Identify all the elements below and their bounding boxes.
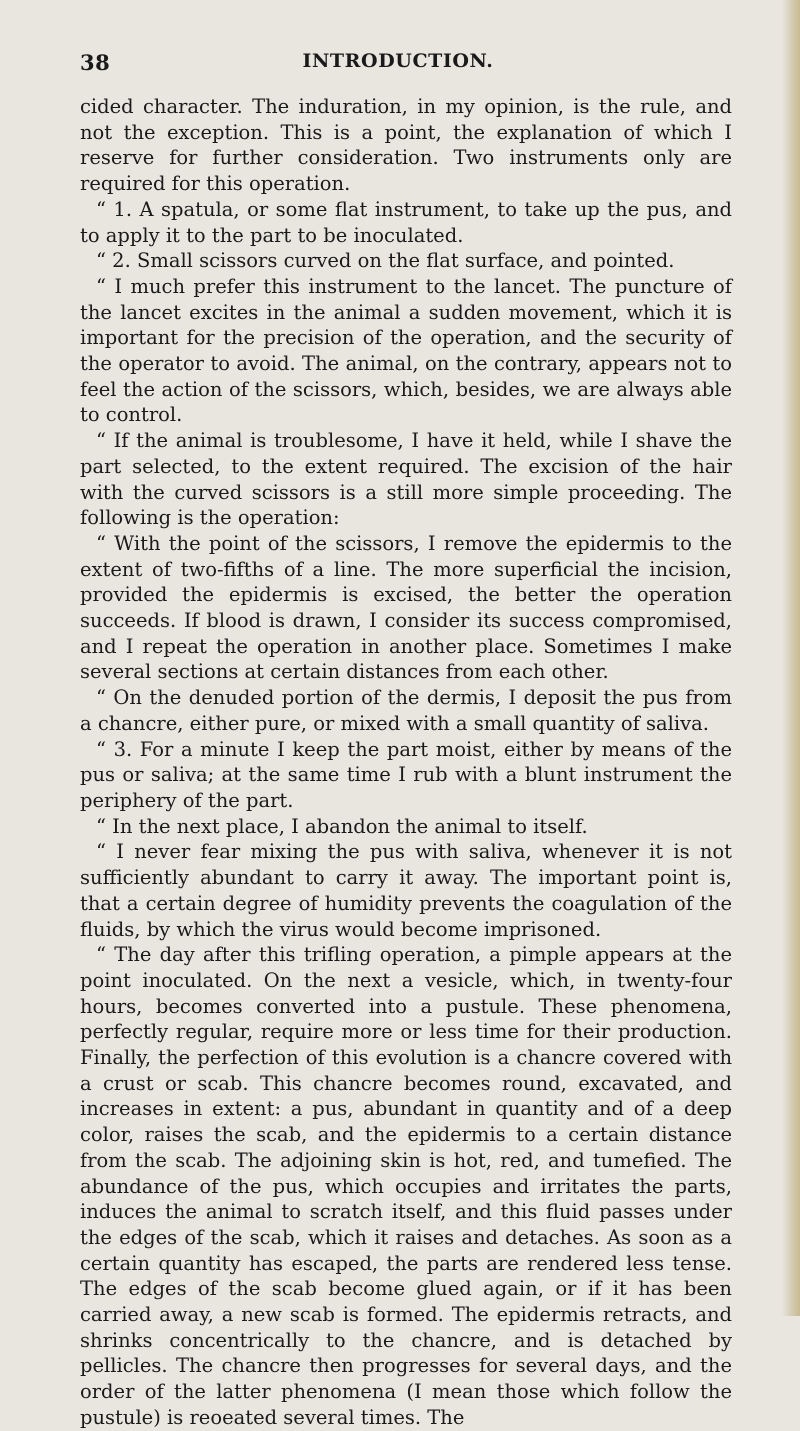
paragraph: “ I never fear mixing the pus with saliva, whenever it is not sufficiently abundant to carry it away. The important point is, that a certain degree of humidity prevents the coagulation of the fluids, by which the virus would become imprisoned. [80,840,732,941]
paragraph: “ 2. Small scissors curved on the flat surface, and pointed. [96,249,675,273]
paragraph: “ On the denuded portion of the dermis, I deposit the pus from a chancre, either pure, or mixed with a small quantity of saliva. [80,686,732,735]
paragraph: “ 3. For a minute I keep the part moist, either by means of the pus or saliva; at the same time I rub with a blunt instrument the periphery of the part. [80,737,732,812]
page-edge [782,0,800,1316]
page-number: 38 [80,50,111,75]
paragraph: “ The day after this trifling operation, a pimple appears at the point inoculated. On the next a vesicle, which, in twenty-four hours, becomes converted into a pustule. These phenomena, perfectly regular, require more or less time for their production. Finally, the perfection of this evolution is a chancre covered with a crust or scab. This chancre becomes round, excavated, and increases in extent: a pus, abundant in quantity and of a deep color, raises the scab, and the epidermis to a certain distance from the scab. The adjoining skin is hot, red, and tumefied. The abundance of the pus, which occupies and irritates the parts, induces the animal to scratch itself, and this fluid passes under the edges of the scab, which it raises and detaches. As soon as a certain quantity has escaped, the parts are rendered less tense. The edges of the scab become glued again, or if it has been carried away, a new scab is formed. The epidermis retracts, and shrinks concentrically to the chancre, and is detached by pellicles. The chancre then progresses for several days, and the order of the latter phenomena (I mean those which follow the pustule) is reoeated several times. The [80,943,732,1429]
paragraph: “ I much prefer this instrument to the lancet. The puncture of the lancet excites in the animal a sudden movement, which it is important for the precision of the operation, and the security of the operator to avoid. The animal, on the contrary, appears not to feel the action of the scissors, which, besides, we are always able to control. [80,274,732,427]
body-text [80,94,732,1431]
paragraph: “ If the animal is troublesome, I have it held, while I shave the part selected, to the extent required. The excision of the hair with the curved scissors is a still more simple proceeding. The following is the operation: [80,429,732,530]
paragraph: “ With the point of the scissors, I remove the epidermis to the extent of two-fifths of a line. The more superficial the incision, provided the epidermis is excised, the better the operation succeeds. If blood is drawn, I consider its success compromised, and I repeat the operation in another place. Sometimes I make several sections at certain distances from each other. [80,531,732,684]
paragraph: “ In the next place, I abandon the animal to itself. [96,814,588,838]
paragraph: cided character. The induration, in my opinion, is the rule, and not the exception. This is a point, the explanation of which I reserve for further consideration. Two instruments only are required for this operation. [80,95,732,196]
page-header [80,50,716,80]
paragraph: “ 1. A spatula, or some flat instrument, to take up the pus, and to apply it to the part to be inoculated. [80,197,732,247]
running-head: INTRODUCTION. [302,50,494,72]
